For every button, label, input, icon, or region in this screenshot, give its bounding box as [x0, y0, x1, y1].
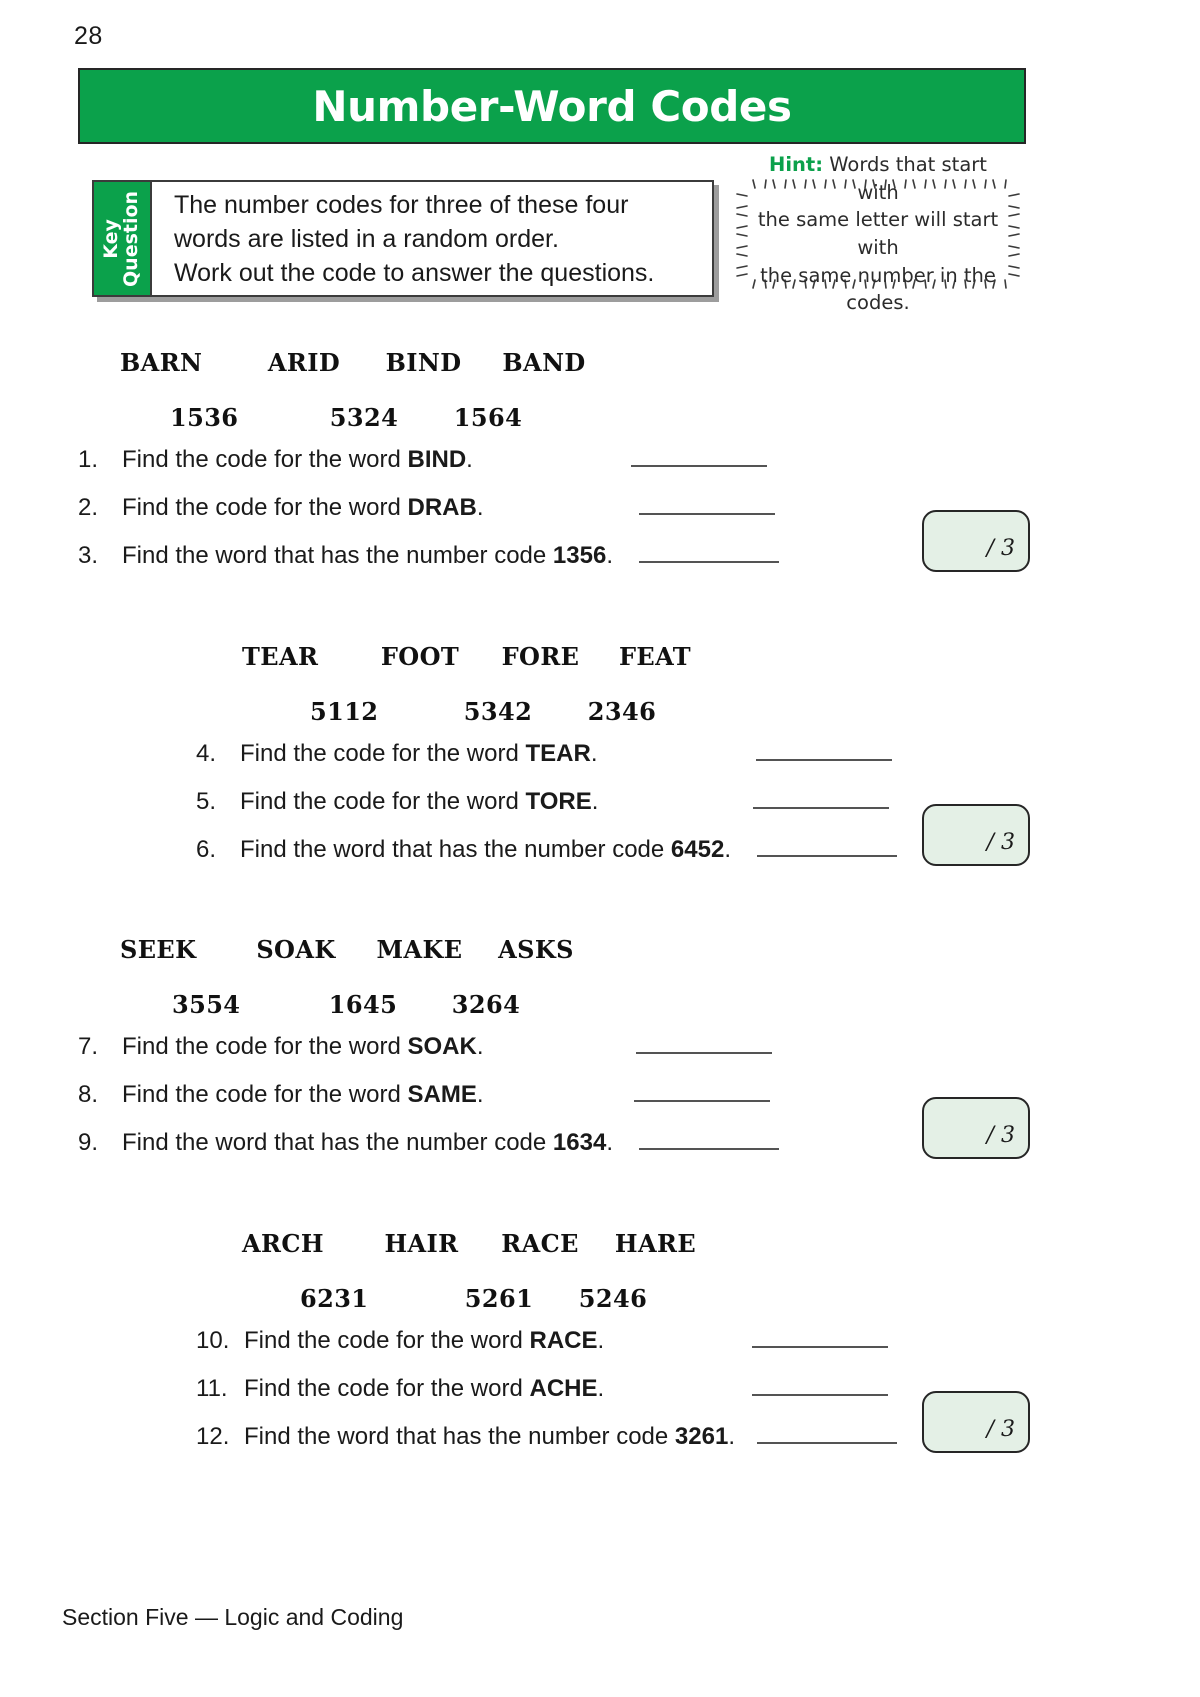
question-suffix: . — [597, 1327, 605, 1354]
code-cell: 1536 — [170, 403, 239, 432]
question-number: 9. — [78, 1129, 99, 1156]
question-suffix: . — [606, 542, 613, 569]
question-text — [122, 542, 613, 570]
question-row-4 — [196, 740, 892, 768]
question-text — [240, 740, 598, 768]
footer-section-label: Section Five — Logic and Coding — [62, 1604, 404, 1630]
word-cell: TEAR — [242, 642, 319, 671]
puzzle-block-4 — [242, 1229, 712, 1313]
question-suffix: . — [728, 1423, 735, 1450]
question-target: DRAB — [407, 494, 477, 521]
question-target: 6452 — [670, 836, 725, 863]
code-list-4 — [242, 1284, 712, 1313]
score-box-2 — [922, 804, 1030, 866]
question-suffix: . — [590, 740, 598, 767]
question-text — [244, 1375, 604, 1403]
key-question-tab-line1: Key — [100, 218, 123, 259]
question-suffix: . — [476, 1081, 484, 1108]
word-list-2 — [242, 642, 710, 671]
question-prefix: Find the code for the word — [244, 1327, 530, 1354]
word-list-1 — [120, 348, 604, 377]
question-target: RACE — [529, 1327, 598, 1354]
hint-text — [751, 152, 1005, 315]
page-number: 28 — [74, 22, 103, 50]
code-cell: 5324 — [329, 403, 399, 432]
question-prefix: Find the code for the word — [240, 740, 526, 767]
question-row-1 — [78, 446, 767, 474]
question-text — [122, 1033, 484, 1061]
word-cell: ASKS — [498, 935, 574, 964]
question-prefix: Find the word that has the number code — [122, 1129, 553, 1156]
question-text — [122, 446, 473, 474]
answer-blank[interactable] — [753, 806, 889, 809]
answer-blank[interactable] — [752, 1393, 888, 1396]
word-cell: FOOT — [380, 642, 460, 671]
hint-line-2: the same letter will start with — [757, 208, 999, 259]
question-number: 3. — [78, 542, 99, 569]
answer-blank[interactable] — [756, 758, 892, 761]
answer-blank[interactable] — [639, 560, 779, 563]
code-cell: 2346 — [587, 697, 657, 726]
question-row-3 — [78, 542, 779, 570]
word-cell: HARE — [614, 1229, 697, 1258]
question-target: TEAR — [525, 740, 591, 767]
word-cell: ARCH — [242, 1229, 324, 1258]
key-question-tab — [94, 182, 152, 295]
question-suffix: . — [466, 446, 473, 473]
word-cell: BARN — [120, 348, 203, 377]
question-prefix: Find the code for the word — [122, 1081, 408, 1108]
question-row-12 — [196, 1423, 897, 1451]
question-prefix: Find the word that has the number code — [240, 836, 671, 863]
word-cell: SOAK — [256, 935, 336, 964]
question-number: 5. — [196, 788, 217, 815]
word-cell: FORE — [501, 642, 580, 671]
question-number: 6. — [196, 836, 217, 863]
question-number: 8. — [78, 1081, 99, 1108]
key-question-text — [152, 182, 712, 295]
word-cell: RACE — [501, 1229, 579, 1258]
puzzle-block-2 — [242, 642, 710, 726]
question-row-10 — [196, 1327, 888, 1355]
question-number: 7. — [78, 1033, 99, 1060]
answer-blank[interactable] — [757, 854, 897, 857]
question-target: SOAK — [407, 1033, 477, 1060]
answer-blank[interactable] — [752, 1345, 888, 1348]
question-row-6 — [196, 836, 897, 864]
code-cell: 3264 — [451, 990, 521, 1019]
question-number: 4. — [196, 740, 217, 767]
question-text — [122, 1129, 613, 1157]
question-suffix: . — [597, 1375, 605, 1402]
question-prefix: Find the code for the word — [244, 1375, 530, 1402]
key-question-box — [92, 180, 714, 297]
hint-line-1-rest: Words that start with — [823, 152, 987, 204]
answer-blank[interactable] — [639, 512, 775, 515]
question-target: BIND — [407, 446, 467, 473]
score-label: / 3 — [986, 1417, 1015, 1442]
question-prefix: Find the code for the word — [122, 494, 408, 521]
question-target: TORE — [525, 788, 592, 815]
key-question-tab-label — [102, 190, 142, 286]
question-text — [244, 1327, 604, 1355]
hint-box — [733, 152, 1023, 315]
question-prefix: Find the word that has the number code — [244, 1423, 675, 1450]
question-suffix: . — [606, 1129, 613, 1156]
question-number: 12. — [196, 1423, 230, 1450]
word-cell: ARID — [267, 348, 341, 377]
code-cell: 1564 — [453, 403, 523, 432]
key-question-line-2: words are listed in a random order. — [174, 224, 559, 253]
page-title-banner — [78, 68, 1026, 144]
code-cell: 3554 — [172, 990, 241, 1019]
code-list-1 — [120, 403, 604, 432]
word-cell: BAND — [502, 348, 586, 377]
word-cell: SEEK — [120, 935, 197, 964]
score-label: / 3 — [986, 830, 1015, 855]
key-question-line-3: Work out the code to answer the questions. — [174, 258, 655, 287]
score-label: / 3 — [986, 536, 1015, 561]
question-row-11 — [196, 1375, 888, 1403]
question-number: 11. — [196, 1375, 228, 1402]
question-target: 3261 — [674, 1423, 729, 1450]
code-cell: 1645 — [328, 990, 398, 1019]
word-cell: BIND — [385, 348, 462, 377]
question-target: 1356 — [552, 542, 607, 569]
code-cell: 5261 — [464, 1284, 534, 1313]
question-target: 1634 — [552, 1129, 607, 1156]
question-prefix: Find the code for the word — [122, 446, 408, 473]
puzzle-block-3 — [120, 935, 590, 1019]
question-suffix: . — [476, 494, 484, 521]
key-question-panel — [92, 180, 714, 297]
question-suffix: . — [476, 1033, 484, 1060]
hint-line-3: the same number in the codes. — [760, 263, 996, 315]
question-prefix: Find the code for the word — [122, 1033, 408, 1060]
code-cell: 5342 — [463, 697, 533, 726]
question-prefix: Find the word that has the number code — [122, 542, 553, 569]
score-box-4 — [922, 1391, 1030, 1453]
question-row-9 — [78, 1129, 779, 1157]
word-cell: MAKE — [376, 935, 463, 964]
page-title: Number-Word Codes — [312, 81, 792, 131]
question-text — [244, 1423, 735, 1451]
word-list-3 — [120, 935, 590, 964]
question-target: ACHE — [529, 1375, 598, 1402]
hint-lead-label: Hint: — [769, 152, 824, 176]
code-list-3 — [120, 990, 590, 1019]
question-text — [122, 494, 484, 522]
answer-blank[interactable] — [631, 464, 767, 467]
hint-line-1 — [751, 151, 1005, 206]
word-cell: HAIR — [384, 1229, 459, 1258]
word-list-4 — [242, 1229, 712, 1258]
puzzle-block-1 — [120, 348, 604, 432]
question-prefix: Find the code for the word — [240, 788, 526, 815]
question-target: SAME — [407, 1081, 477, 1108]
key-question-tab-line2: Question — [120, 190, 142, 287]
question-text — [240, 788, 598, 816]
question-suffix: . — [724, 836, 731, 863]
question-row-5 — [196, 788, 889, 816]
code-cell: 5112 — [310, 697, 379, 726]
question-number: 1. — [78, 446, 99, 473]
question-number: 2. — [78, 494, 99, 521]
question-suffix: . — [591, 788, 599, 815]
word-cell: FEAT — [618, 642, 692, 671]
key-question-line-1: The number codes for three of these four — [174, 190, 629, 219]
score-label: / 3 — [986, 1123, 1015, 1148]
question-row-7 — [78, 1033, 772, 1061]
answer-blank[interactable] — [636, 1051, 772, 1054]
question-number: 10. — [196, 1327, 230, 1354]
question-row-2 — [78, 494, 775, 522]
answer-blank[interactable] — [639, 1147, 779, 1150]
question-row-8 — [78, 1081, 770, 1109]
code-cell: 6231 — [300, 1284, 369, 1313]
answer-blank[interactable] — [757, 1441, 897, 1444]
code-cell: 5246 — [578, 1284, 648, 1313]
answer-blank[interactable] — [634, 1099, 770, 1102]
score-box-1 — [922, 510, 1030, 572]
score-box-3 — [922, 1097, 1030, 1159]
question-text — [240, 836, 731, 864]
code-list-2 — [242, 697, 710, 726]
question-text — [122, 1081, 484, 1109]
